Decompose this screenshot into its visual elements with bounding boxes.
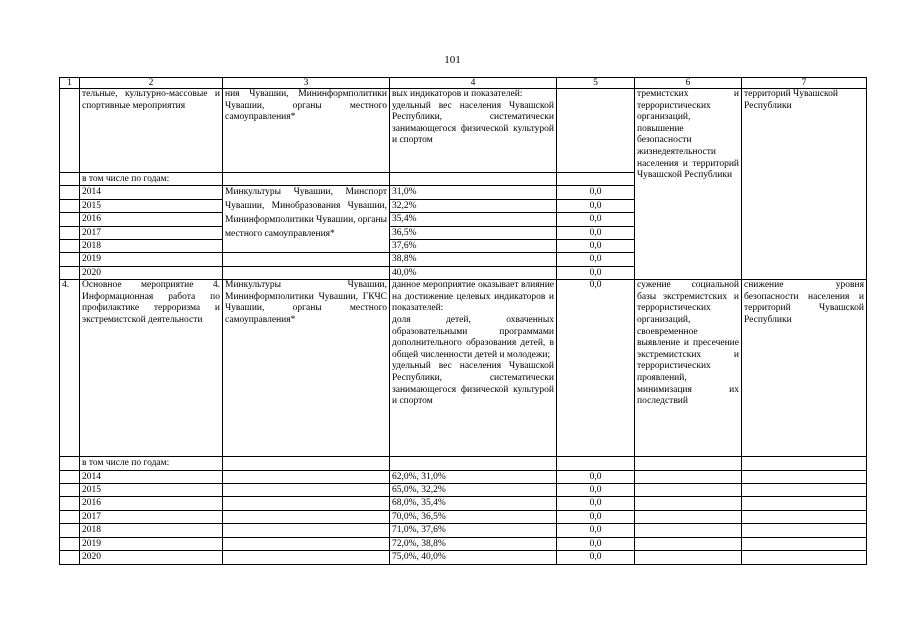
amount-cell: 0,0	[557, 199, 635, 212]
header-cell: 2	[80, 78, 223, 89]
table-row	[60, 457, 867, 470]
result-cell	[742, 457, 867, 470]
value-cell: 38,8%	[390, 253, 557, 266]
number-cell	[60, 484, 80, 497]
event-name-cell: тельные, культурно-массовые и спортивные мероприятия	[80, 89, 223, 173]
table-row	[60, 497, 867, 510]
number-cell	[60, 213, 80, 226]
value-cell: 70,0%, 36,5%	[390, 510, 557, 523]
executors-cell	[223, 266, 390, 279]
executors-cell	[223, 470, 390, 483]
program-table	[59, 77, 867, 565]
year-cell: 2018	[80, 524, 223, 537]
result-cell: территорий Чувашской Республики	[742, 89, 867, 280]
header-cell: 4	[390, 78, 557, 89]
effect-cell	[635, 497, 742, 510]
effect-cell	[635, 524, 742, 537]
amount-cell	[557, 173, 635, 186]
year-cell: 2016	[80, 213, 223, 226]
amount-cell: 0,0	[557, 213, 635, 226]
table-row	[60, 470, 867, 483]
effect-cell	[635, 484, 742, 497]
year-cell: 2019	[80, 253, 223, 266]
result-cell	[742, 470, 867, 483]
number-cell	[60, 551, 80, 564]
result-cell	[742, 524, 867, 537]
years-label: в том числе по годам:	[80, 173, 223, 186]
header-cell: 7	[742, 78, 867, 89]
value-cell: 37,6%	[390, 240, 557, 253]
result-cell: снижение уровня безопасности населения и территорий Чувашской Республики	[742, 280, 867, 457]
amount-cell: 0,0	[557, 266, 635, 279]
page-number: 101	[444, 54, 461, 66]
effect-cell: сужение социальной базы экстремистских и террористических организаций, своевременное выявление и пресечение экстремистских и террористических проявлений, минимизация их последствий	[635, 280, 742, 457]
executors-cell: Минкультуры Чувашии, Мининформполитики Чувашии, ГКЧС Чувашии, органы местного самоуправления*	[223, 280, 390, 457]
value-cell: 32,2%	[390, 199, 557, 212]
year-cell: 2017	[80, 226, 223, 239]
year-cell: 2014	[80, 186, 223, 199]
executors-cell	[223, 510, 390, 523]
number-cell	[60, 266, 80, 279]
year-cell: 2020	[80, 266, 223, 279]
executors-cell	[223, 551, 390, 564]
number-cell	[60, 226, 80, 239]
indicators-cell: данное мероприятие оказывает влияние на достижение целевых индикаторов и показателей: доля детей, охваченных образовательными программами дополнительного образования детей, в общей численности детей и молодежи; удельный вес населения Чувашской Республики, систематически занимающегося физической культурой и спортом	[390, 280, 557, 457]
amount-cell: 0,0	[557, 280, 635, 457]
value-cell: 35,4%	[390, 213, 557, 226]
year-cell: 2020	[80, 551, 223, 564]
year-cell: 2019	[80, 537, 223, 550]
effect-cell	[635, 551, 742, 564]
effect-cell	[635, 457, 742, 470]
table-row	[60, 524, 867, 537]
executors-cell	[223, 537, 390, 550]
table-row	[60, 484, 867, 497]
table-row	[60, 551, 867, 564]
executors-cell	[223, 173, 390, 186]
header-cell: 3	[223, 78, 390, 89]
result-cell	[742, 484, 867, 497]
year-cell: 2015	[80, 199, 223, 212]
years-label: в том числе по годам:	[80, 457, 223, 470]
number-cell	[60, 457, 80, 470]
effect-cell	[635, 470, 742, 483]
result-cell	[742, 497, 867, 510]
value-cell: 36,5%	[390, 226, 557, 239]
number-cell	[60, 173, 80, 186]
table-row	[60, 510, 867, 523]
amount-cell	[557, 457, 635, 470]
number-cell	[60, 240, 80, 253]
number-cell	[60, 186, 80, 199]
number-cell	[60, 253, 80, 266]
executors-cell: ния Чувашии, Мининформполитики Чувашии, органы местного самоуправления*	[223, 89, 390, 173]
amount-cell: 0,0	[557, 226, 635, 239]
amount-cell: 0,0	[557, 484, 635, 497]
header-row	[60, 78, 867, 89]
year-cell: 2015	[80, 484, 223, 497]
executors-cell	[223, 484, 390, 497]
effect-cell: тремистских и террористических организаций, повышение безопасности жизнедеятельности населения и территорий Чувашской Республики	[635, 89, 742, 280]
number-cell	[60, 537, 80, 550]
number-cell	[60, 510, 80, 523]
year-cell: 2014	[80, 470, 223, 483]
table-row	[60, 280, 867, 457]
value-cell: 72,0%, 38,8%	[390, 537, 557, 550]
amount-cell: 0,0	[557, 510, 635, 523]
table-row	[60, 537, 867, 550]
indicators-cell: вых индикаторов и показателей: удельный вес населения Чувашской Республики, систематически занимающегося физической культурой и спортом	[390, 89, 557, 173]
value-cell: 31,0%	[390, 186, 557, 199]
event-name-cell: Основное мероприятие 4. Информационная работа по профилактике терроризма и экстремистской деятельности	[80, 280, 223, 457]
header-cell: 6	[635, 78, 742, 89]
executors-cell: Минкультуры Чувашии, Минспорт Чувашии, Минобразования Чувашии, Мининформполитики Чувашии, органы местного самоуправления*	[223, 186, 390, 253]
effect-cell	[635, 537, 742, 550]
year-cell: 2017	[80, 510, 223, 523]
header-cell: 1	[60, 78, 80, 89]
amount-cell: 0,0	[557, 537, 635, 550]
year-cell: 2018	[80, 240, 223, 253]
number-cell: 4.	[60, 280, 80, 457]
number-cell	[60, 89, 80, 173]
amount-cell	[557, 89, 635, 173]
value-cell: 71,0%, 37,6%	[390, 524, 557, 537]
executors-cell	[223, 253, 390, 266]
amount-cell: 0,0	[557, 253, 635, 266]
number-cell	[60, 497, 80, 510]
result-cell	[742, 551, 867, 564]
executors-cell	[223, 457, 390, 470]
amount-cell: 0,0	[557, 497, 635, 510]
number-cell	[60, 524, 80, 537]
year-cell: 2016	[80, 497, 223, 510]
indicators-cell	[390, 173, 557, 186]
value-cell: 65,0%, 32,2%	[390, 484, 557, 497]
value-cell: 68,0%, 35,4%	[390, 497, 557, 510]
number-cell	[60, 470, 80, 483]
amount-cell: 0,0	[557, 240, 635, 253]
amount-cell: 0,0	[557, 551, 635, 564]
result-cell	[742, 537, 867, 550]
amount-cell: 0,0	[557, 470, 635, 483]
indicators-cell	[390, 457, 557, 470]
value-cell: 62,0%, 31,0%	[390, 470, 557, 483]
executors-cell	[223, 524, 390, 537]
table-row	[60, 89, 867, 173]
value-cell: 40,0%	[390, 266, 557, 279]
value-cell: 75,0%, 40,0%	[390, 551, 557, 564]
number-cell	[60, 199, 80, 212]
effect-cell	[635, 510, 742, 523]
amount-cell: 0,0	[557, 524, 635, 537]
executors-cell	[223, 497, 390, 510]
result-cell	[742, 510, 867, 523]
amount-cell: 0,0	[557, 186, 635, 199]
header-cell: 5	[557, 78, 635, 89]
